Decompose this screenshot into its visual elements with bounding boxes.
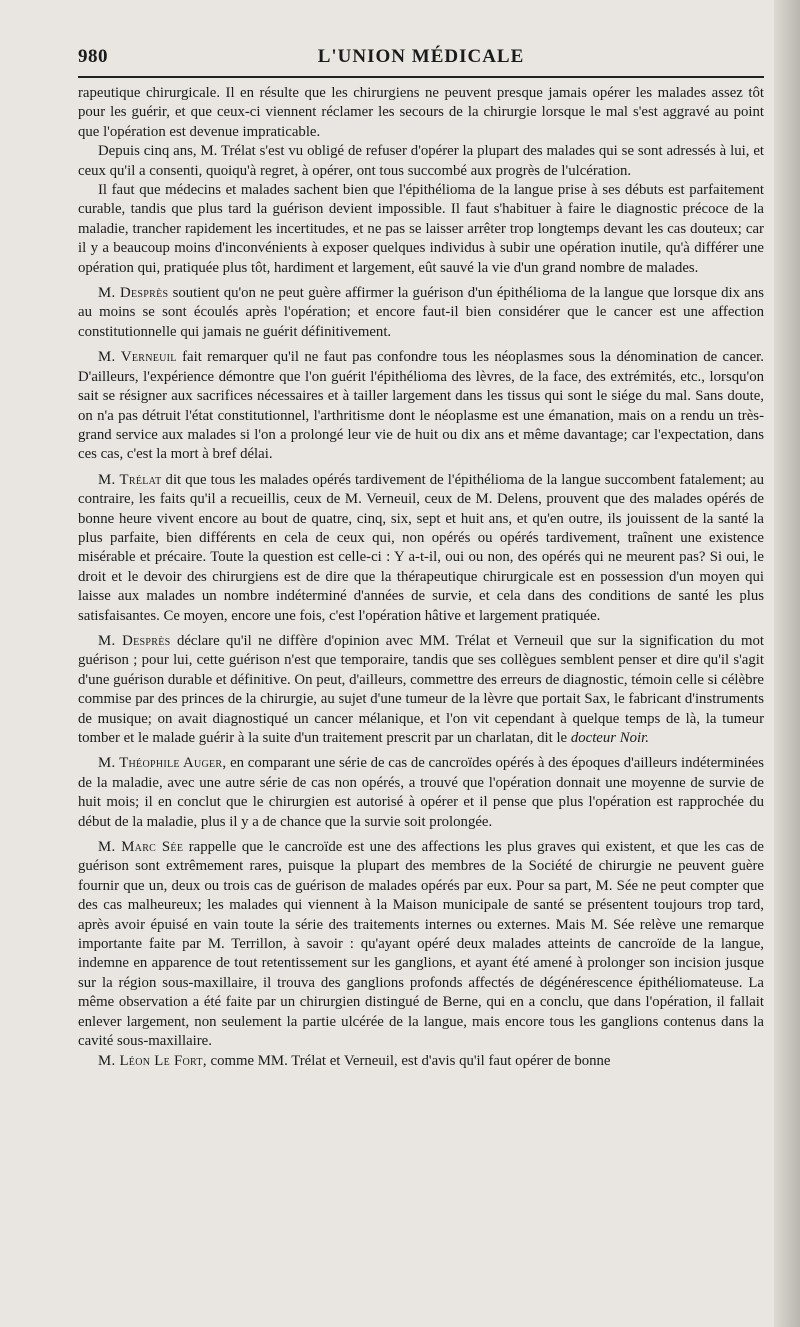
- paragraph-despres-2: [78, 632, 764, 748]
- speaker-name: M. Théophile Auger,: [98, 755, 227, 772]
- paragraph-text: dit que tous les malades opérés tardivement de l'épithélioma de la langue succombent fatalement; au contraire, les faits qu'il a recueillis, ceux de M. Verneuil, ceux de M. Delens, prouvent que des malades opérés de bonne heure vivent encore au bout de quatre, cinq, six, sept et huit ans, et qu'en outre, ils jouissent de la santé la plus parfaite, bien différents en cela de ceux qui, non opérés ou opérés tardivement, traînent une existence misérable et précaire. Toute la question est celle-ci : Y a-t-il, oui ou non, des opérés qui ne meurent pas? Si oui, le droit et le devoir des chirurgiens est de dire que la thérapeutique chirurgicale est en possession d'un moyen qui laisse aux malades un nombre indéterminé d'années de survie, et cela dans des conditions de santé les plus satisfaisantes. Ce moyen, encore une fois, c'est l'opération hâtive et largement pratiquée.: [78, 471, 765, 624]
- paragraph-verneuil: [78, 348, 764, 464]
- paragraph-marc-see: [78, 838, 764, 1051]
- journal-title: L'UNION MÉDICALE: [317, 46, 525, 67]
- paragraph-text: soutient qu'on ne peut guère affirmer la guérison d'un épithélioma de la langue que lorsque dix ans au moins se sont écoulés après l'opération; et encore faut-il bien considérer que le cancer est une affection constitutionnelle qui jamais ne guérit définitivement.: [78, 285, 765, 340]
- speaker-name: M. Verneuil: [98, 349, 177, 366]
- speaker-name: M. Desprès: [98, 285, 169, 302]
- paragraph-continuation: [78, 84, 764, 142]
- paragraph-text: déclare qu'il ne diffère d'opinion avec MM. Trélat et Verneuil que sur la signification du mot guérison ; pour lui, cette guérison n'est que temporaire, tandis que ses collègues semblent penser et dire qu'il s'agit d'une guérison durable et définitive. On peut, d'ailleurs, commettre des erreurs de diagnostic, témoin celle si célèbre commise par des princes de la chirurgie, au sujet d'une tumeur de la lèvre que portait Sax, le fabricant d'instruments de musique; on avait diagnostiqué un cancer mélanique, et l'on vit cependant à quelque temps de là, la tumeur tomber et le malade guérir à la suite d'un traitement prescrit par un charlatan, dit le: [78, 632, 764, 746]
- paragraph-auger: [78, 754, 764, 832]
- document-page: [78, 46, 764, 1071]
- speaker-name: M. Trélat: [98, 471, 162, 488]
- paragraph-trelat-refusal: [78, 142, 764, 181]
- speaker-name: M. Desprès: [98, 632, 171, 649]
- page-gutter-shadow: [774, 0, 800, 1327]
- paragraph-trelat: [78, 471, 764, 626]
- italic-text: docteur Noir.: [570, 730, 649, 746]
- paragraph-text: en comparant une série de cas de cancroïdes opérés à des époques d'ailleurs indéterminées de la maladie, avec une autre série de cas non opérés, a trouvé que l'opération donnait une moyenne de survie de huit mois; il en conclut que le chirurgien est autorisé à opérer et il pense que plus l'opération est rapprochée du début de la maladie, plus il y a de chance que la survie soit prolongée.: [78, 755, 764, 830]
- paragraph-text: rappelle que le cancroïde est une des affections les plus graves qui existent, et que les cas de guérison sont extrêmement rares, puisque la plupart des membres de la Société de chirurgie ne peuvent guère fournir que un, deux ou trois cas de guérison de malades opérés par eux. Pour sa part, M. Sée ne peut compter que des cas malheureux; les malades qui viennent à la Maison municipale de santé se présentent toujours trop tard, après avoir épuisé en vain toute la série des traitements internes ou externes. Mais M. Sée relève une remarque importante faite par M. Terrillon, à savoir : qu'ayant opéré deux malades atteints de cancroïde de la langue, indemne en apparence de tout retentissement sur les ganglions, et ayant été amené à prolonger son incision jusque sur la région sous-maxillaire, il trouva des ganglions profonds affectés de dégénérescence épithéliomateuse. La même observation a été faite par un chirurgien distingué de Berne, qui en a conclu, que dans l'opération, il fallait enlever largement, non seulement la partie ulcérée de la langue, mais encore tous les ganglions contenus dans la cavité sous-maxillaire.: [78, 839, 764, 1050]
- paragraph-text: Depuis cinq ans, M. Trélat s'est vu obligé de refuser d'opérer la plupart des malades qui se sont adressés à lui, et ceux qu'il a consenti, quoiqu'à regret, à opérer, ont tous succombé aux progrès de l'ulcération.: [78, 143, 764, 179]
- running-header: [78, 46, 764, 74]
- header-rule: [78, 76, 764, 78]
- speaker-name: M. Marc Sée: [98, 839, 184, 856]
- paragraph-text: Il faut que médecins et malades sachent bien que l'épithélioma de la langue prise à ses débuts est parfaitement curable, tandis que plus tard la guérison devient impossible. Il faut s'habituer à faire le diagnostic précoce de la maladie, trancher rapidement les incertitudes, et ne pas se laisser arrêter trop longtemps devant les cas douteux; car il y a beaucoup moins d'inconvénients à exposer quelques individus à subir une opération inutile, qu'à différer une opération qui, pratiquée plus tôt, hardiment et largement, eût sauvé la vie d'un grand nombre de malades.: [78, 182, 764, 276]
- page-number: 980: [78, 46, 108, 67]
- paragraph-text: fait remarquer qu'il ne faut pas confondre tous les néoplasmes sous la dénomination de cancer. D'ailleurs, l'expérience démontre que l'on guérit l'épithélioma des lèvres, de la face, des extrémités, etc., lorsqu'on sait se résigner aux sacrifices nécessaires et à tailler largement dans les tissus qui sont le siége du mal. Sans doute, on n'a pas détruit l'état constitutionnel, l'arthritisme dont le néoplasme est une émanation, mais on a rendu un très-grand service aux malades si l'on a prolongé leur vie de huit ou dix ans et même davantage; car l'expectation, dans ces cas, c'est la mort à bref délai.: [78, 349, 764, 463]
- paragraph-le-fort: [78, 1052, 764, 1071]
- paragraph-text: rapeutique chirurgicale. Il en résulte que les chirurgiens ne peuvent presque jamais opérer les malades assez tôt pour les guérir, et que ceux-ci viennent réclamer les secours de la chirurgie lorsque le mal s'est aggravé au point que l'opération est devenue impraticable.: [78, 85, 764, 140]
- paragraph-early-diagnosis: [78, 181, 764, 278]
- paragraph-despres-1: [78, 284, 764, 342]
- paragraph-text: comme MM. Trélat et Verneuil, est d'avis qu'il faut opérer de bonne: [206, 1052, 611, 1069]
- speaker-name: M. Léon Le Fort,: [98, 1052, 207, 1069]
